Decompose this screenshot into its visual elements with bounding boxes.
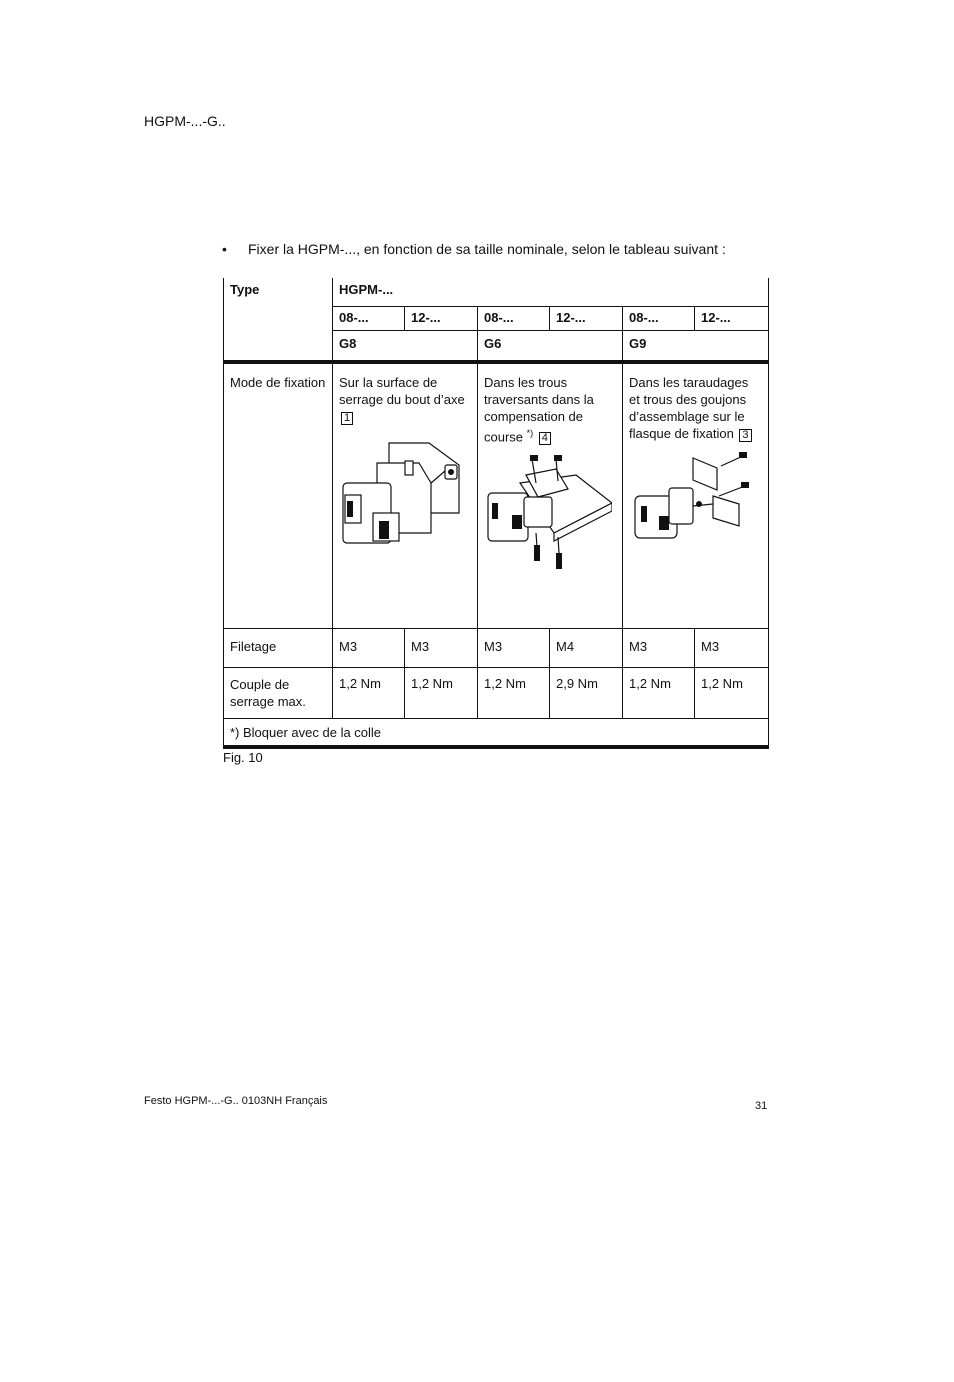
bullet-marker: • <box>222 241 227 257</box>
footnote-marker: *) <box>526 428 534 438</box>
thread-value: M4 <box>550 629 623 668</box>
reference-number: 3 <box>739 429 751 442</box>
torque-value: 1,2 Nm <box>623 668 695 719</box>
footer-text: Festo HGPM-...-G.. 0103NH Français <box>144 1095 328 1107</box>
torque-value: 2,9 Nm <box>550 668 623 719</box>
page-number: 31 <box>755 1100 768 1112</box>
torque-value: 1,2 Nm <box>695 668 769 719</box>
thread-value: M3 <box>405 629 478 668</box>
size-header: 08-... <box>333 307 405 331</box>
reference-number: 1 <box>341 412 353 425</box>
mounting-table <box>223 278 769 749</box>
figure-caption: Fig. 10 <box>223 750 263 765</box>
torque-value: 1,2 Nm <box>478 668 550 719</box>
variant-header-g8: G8 <box>333 331 478 363</box>
mode-label: Mode de fixation <box>224 362 333 629</box>
intro-bullet-line <box>222 241 726 257</box>
size-header: 08-... <box>623 307 695 331</box>
mode-cell-g6 <box>478 362 623 629</box>
thread-value: M3 <box>333 629 405 668</box>
torque-value: 1,2 Nm <box>405 668 478 719</box>
mode-cell-g8 <box>333 362 478 629</box>
mode-text-g9: Dans les taraudages et trous des goujons d’assemblage sur le flasque de fixation <box>629 375 749 441</box>
mode-cell-g9 <box>623 362 769 629</box>
size-header: 12-... <box>405 307 478 331</box>
size-header: 12-... <box>550 307 623 331</box>
document-header: HGPM-...-G.. <box>144 113 226 129</box>
thread-value: M3 <box>623 629 695 668</box>
variant-header-g9: G9 <box>623 331 769 363</box>
thread-value: M3 <box>478 629 550 668</box>
variant-header-g6: G6 <box>478 331 623 363</box>
intro-text: Fixer la HGPM-..., en fonction de sa taille nominale, selon le tableau suivant : <box>248 241 726 257</box>
mode-text-g6: Dans les trous traversants dans la compensation de course <box>484 375 594 445</box>
g6-mounting-illustration <box>484 453 612 583</box>
g9-mounting-illustration <box>629 450 757 560</box>
reference-number: 4 <box>539 432 551 445</box>
torque-label: Couple de serrage max. <box>224 668 333 719</box>
mode-text-g8: Sur la surface de serrage du bout d’axe <box>339 375 465 407</box>
size-header: 12-... <box>695 307 769 331</box>
table-footnote: *) Bloquer avec de la colle <box>224 719 769 748</box>
type-header: Type <box>224 278 333 362</box>
torque-value: 1,2 Nm <box>333 668 405 719</box>
thread-value: M3 <box>695 629 769 668</box>
g8-mounting-illustration <box>339 433 467 573</box>
hgpm-header: HGPM-... <box>333 278 769 307</box>
thread-label: Filetage <box>224 629 333 668</box>
size-header: 08-... <box>478 307 550 331</box>
